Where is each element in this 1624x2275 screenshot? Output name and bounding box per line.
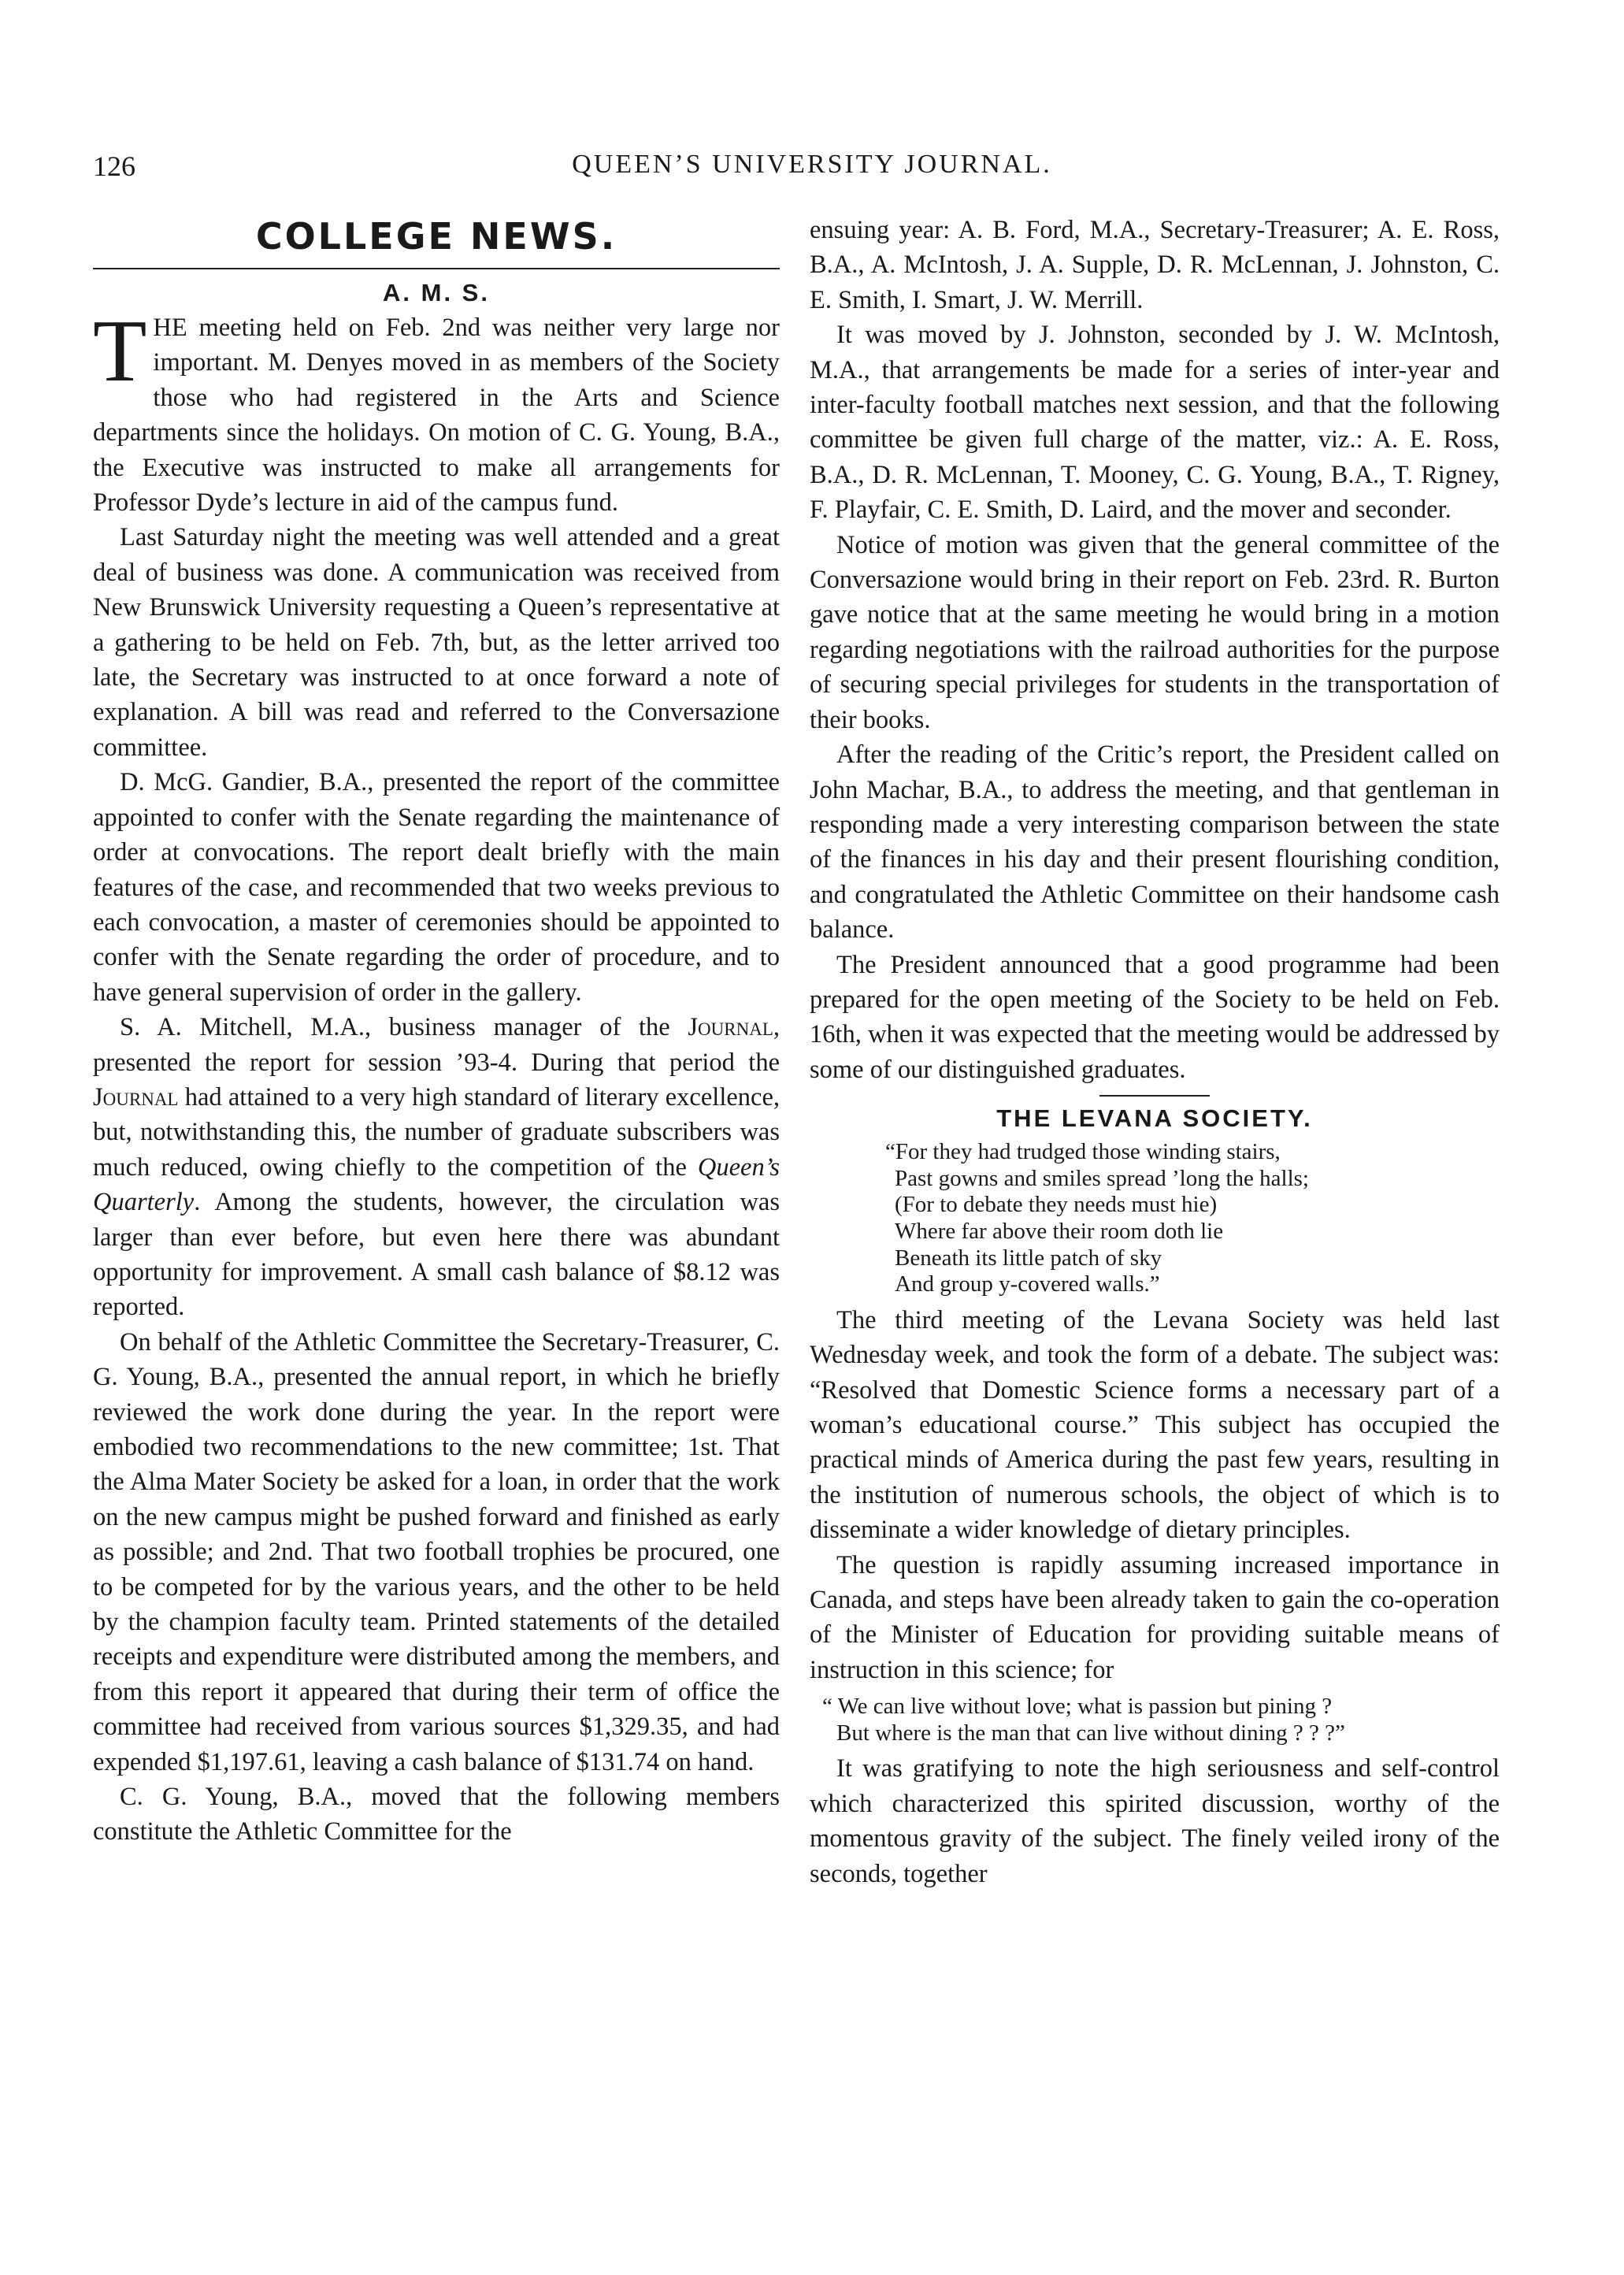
- journal-name: Journal: [93, 1082, 179, 1112]
- left-column: [93, 213, 780, 1850]
- quarterly-title: Queen’s Quarterly: [93, 1152, 780, 1217]
- levana-paragraph-3: It was gratifying to note the high seriousness and self-control which characterized this spirited discussion, worthy of the momentous gravity of the subject. The finely veiled irony of the seconds, together: [810, 1754, 1500, 1888]
- ams-paragraph-10: The President announced that a good programme had been prepared for the open meeting of the Society to be held on Feb. 16th, when it was expected that the meeting would be addressed by some of our distinguished graduates.: [810, 950, 1500, 1084]
- section-title: COLLEGE NEWS.: [93, 213, 780, 269]
- ams-paragraph-8: Notice of motion was given that the general committee of the Conversazione would bring in their report on Feb. 23rd. R. Burton gave notice that at the same meeting he would bring in a motion regarding negotiations with the railroad authorities for the purpose of securing special privileges for students in the transportation of their books.: [810, 530, 1500, 734]
- ams-paragraph-9: After the reading of the Critic’s report, the President called on John Machar, B.A., to address the meeting, and that gentleman in responding made a very interesting comparison between the state of the finances in his day and their present flourishing condition, and congratulated the Athletic Committee on their handsome cash balance.: [810, 740, 1500, 945]
- levana-poem: [810, 1139, 1500, 1298]
- ams-heading: A. M. S.: [383, 279, 490, 306]
- poem-line: And group y-covered walls.”: [895, 1271, 1160, 1297]
- levana-quote: [810, 1694, 1500, 1746]
- ams-paragraph-1-text: HE meeting held on Feb. 2nd was neither very large nor important. M. Denyes moved in as members of the Society those who had registered in the Arts and Science departments since the holidays. On motion of C. G. Young, B.A., the Executive was instructed to make all arrangements for Professor Dyde’s lecture in aid of the campus fund.: [93, 314, 780, 518]
- journal-name: Journal: [688, 1013, 773, 1042]
- p4-text-c: had attained to a very high standard of literary excellence, but, notwithstanding this, the number of graduate subscribers was much reduced, owing chiefly to the competition of the: [93, 1082, 780, 1182]
- page-header: [0, 150, 1624, 189]
- levana-paragraph-1: The third meeting of the Levana Society was held last Wednesday week, and took the form of a debate. The subject was: “Resolved that Domestic Science forms a necessary part of a woman’s educational course.” This subject has occupied the practical minds of America during the past few years, resulting in the institution of numerous schools, the object of which is to disseminate a wider knowledge of dietary principles.: [810, 1305, 1500, 1545]
- ams-paragraph-5: On behalf of the Athletic Committee the Secretary-Treasurer, C. G. Young, B.A., presented the annual report, in which he briefly reviewed the work done during the year. In the report were embodied two recommendations to the new committee; 1st. That the Alma Mater Society be asked for a loan, in order that the work on the new campus might be pushed forward and finished as early as possible; and 2nd. That two football trophies be procured, one to be competed for by the various years, and the other to be held by the champion faculty team. Printed statements of the detailed receipts and expenditure were distributed among the members, and from this report it appeared that during their term of office the committee had received from various sources $1,329.35, and had expended $1,197.61, leaving a cash balance of $131.74 on hand.: [93, 1327, 780, 1776]
- p4-text-b: , presented the report for session ’93-4. During that period the: [93, 1013, 780, 1077]
- poem-line: Where far above their room doth lie: [895, 1218, 1224, 1244]
- right-column: [810, 213, 1500, 1891]
- ams-paragraph-1: [93, 302, 780, 520]
- quote-line: But where is the man that can live without dining ? ? ?”: [836, 1720, 1345, 1746]
- levana-heading: THE LEVANA SOCIETY.: [996, 1104, 1313, 1133]
- poem-line: “For they had trudged those winding stairs,: [885, 1139, 1281, 1165]
- quote-line: “ We can live without love; what is passion but pining ?: [822, 1694, 1333, 1720]
- ams-paragraph-6-continued: ensuing year: A. B. Ford, M.A., Secretary-Treasurer; A. E. Ross, B.A., A. McIntosh, J. A. Supple, D. R. McLennan, J. Johnston, C. E. Smith, I. Smart, J. W. Merrill.: [810, 216, 1500, 314]
- journal-title: QUEEN’S UNIVERSITY JOURNAL.: [572, 150, 1052, 179]
- ams-paragraph-2: Last Saturday night the meeting was well attended and a great deal of business was done. A communication was received from New Brunswick University requesting a Queen’s representative at a gathering to be held on Feb. 7th, but, as the letter arrived too late, the Secretary was instructed to at once forward a note of explanation. A bill was read and referred to the Conversazione committee.: [93, 523, 780, 762]
- p4-text-d: . Among the students, however, the circulation was larger than ever before, but even here there was abundant opportunity for improvement. A small cash balance of $8.12 was reported.: [93, 1188, 780, 1322]
- ams-paragraph-3: D. McG. Gandier, B.A., presented the report of the committee appointed to confer with the Senate regarding the maintenance of order at convocations. The report dealt briefly with the main features of the case, and recommended that two weeks previous to each convocation, a master of ceremonies should be appointed to confer with the Senate regarding the order of procedure, and to have general supervision of order in the gallery.: [93, 768, 780, 1007]
- poem-line: (For to debate they needs must hie): [895, 1192, 1218, 1218]
- poem-line: Beneath its little patch of sky: [895, 1245, 1162, 1271]
- poem-line: Past gowns and smiles spread ’long the halls;: [895, 1165, 1309, 1191]
- ams-paragraph-4: [93, 1010, 780, 1325]
- p4-text-a: S. A. Mitchell, M.A., business manager of the: [120, 1013, 688, 1042]
- drop-cap: T: [93, 302, 147, 400]
- ams-paragraph-6: C. G. Young, B.A., moved that the following members constitute the Athletic Committee for the: [93, 1783, 780, 1846]
- ams-paragraph-7: It was moved by J. Johnston, seconded by J. W. McIntosh, M.A., that arrangements be made for a series of inter-year and inter-faculty football matches next session, and that the following committee be given full charge of the matter, viz.: A. E. Ross, B.A., D. R. McLennan, T. Mooney, C. G. Young, B.A., T. Rigney, F. Playfair, C. E. Smith, D. Laird, and the mover and seconder.: [810, 321, 1500, 525]
- page-number: 126: [93, 150, 135, 182]
- levana-paragraph-2: The question is rapidly assuming increased importance in Canada, and steps have been already taken to gain the co-operation of the Minister of Education for providing suitable means of instruction in this science; for: [810, 1550, 1500, 1684]
- section-divider: [1099, 1095, 1210, 1097]
